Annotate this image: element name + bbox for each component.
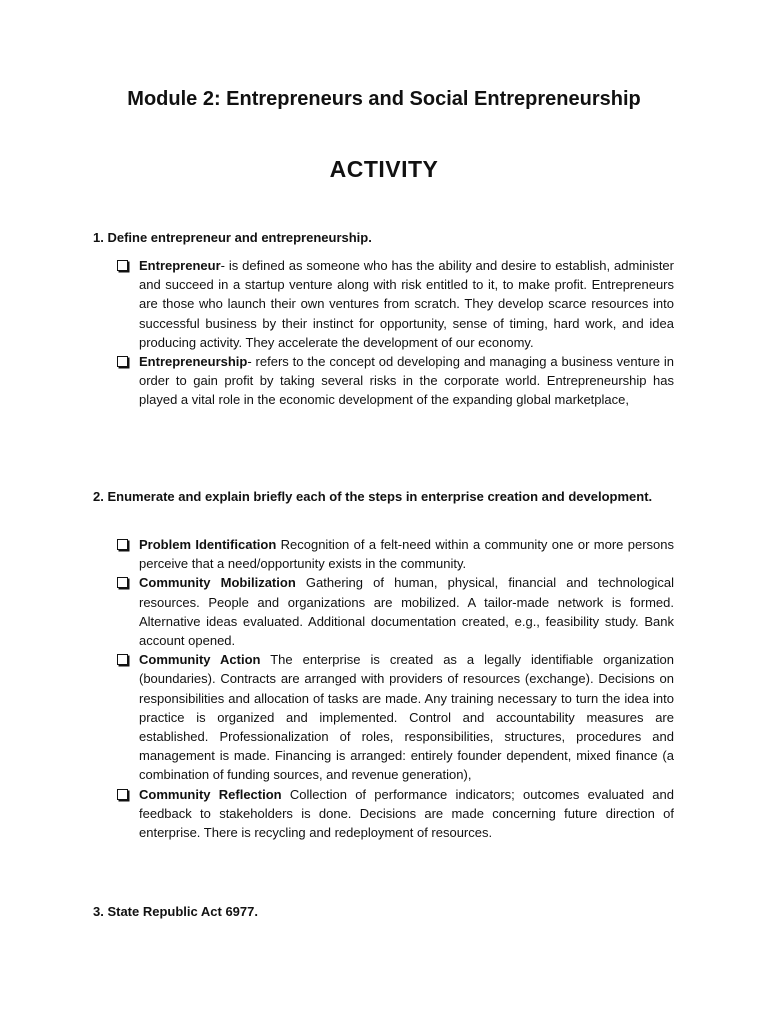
question-2-answer-list — [139, 535, 674, 842]
activity-title: ACTIVITY — [329, 156, 439, 182]
list-item — [139, 650, 674, 784]
item-term: Problem Identification — [139, 537, 277, 552]
checkbox-bullet-icon — [117, 539, 128, 550]
item-text: Collection of performance indicators; outcomes evaluated and feedback to stakeholders is done. Decisions are made concerning future direction of enterprise. There is recycling and redeployment of resources. — [139, 786, 674, 841]
list-item — [139, 535, 674, 573]
item-term: Community Action — [139, 652, 261, 668]
checkbox-bullet-icon — [117, 577, 128, 588]
item-term: Entrepreneurship — [139, 354, 248, 370]
list-item — [139, 785, 674, 843]
question-1-answer-list — [139, 256, 674, 410]
list-item — [139, 573, 674, 650]
checkbox-bullet-icon — [117, 356, 128, 367]
module-title: Module 2: Entrepreneurs and Social Entrepreneurship — [127, 88, 641, 110]
item-term: Community Mobilization — [139, 575, 296, 591]
checkbox-bullet-icon — [117, 789, 128, 800]
checkbox-bullet-icon — [117, 260, 128, 271]
checkbox-bullet-icon — [117, 654, 128, 665]
item-text: Recognition of a felt-need within a community one or more persons perceive that a need/opportunity exists in the community. — [139, 537, 674, 572]
question-3: 3. State Republic Act 6977. — [93, 904, 258, 919]
question-2: 2. Enumerate and explain briefly each of the steps in enterprise creation and development. — [93, 489, 653, 504]
item-term: Community Reflection — [139, 786, 282, 802]
item-text: Gathering of human, physical, financial and technological resources. People and organizations are mobilized. A tailor-made network is formed. Alternative ideas evaluated. Additional documentation created, e.g., feasibility study. Bank account opened. — [139, 575, 674, 649]
question-1: 1. Define entrepreneur and entrepreneurship. — [93, 230, 372, 245]
item-term: Entrepreneur — [139, 258, 221, 273]
list-item — [139, 256, 674, 352]
item-text: The enterprise is created as a legally identifiable organization (boundaries). Contracts are arranged with providers of resources (exchange). Decisions on responsibilities and allocation of tasks are made. Any training necessary to turn the idea into practice is organized and implemented. Control and accountability measures are established. Professionalization of roles, responsibilities, structures, procedures and management is made. Financing is arranged: entirely founder dependent, mixed finance (a combination of funding sources, and revenue generation), — [139, 652, 674, 783]
list-item — [139, 352, 674, 410]
item-text: - refers to the concept od developing and managing a business venture in order to gain profit by taking several risks in the corporate world. Entrepreneurship has played a vital role in the economic development of the expanding global marketplace, — [139, 354, 674, 408]
item-text: - is defined as someone who has the ability and desire to establish, administer and succeed in a startup venture along with risk entitled to it, to make profit. Entrepreneurs are those who launch their own ventures from scratch. They develop scarce resources into successful business by their instinct for opportunity, sense of timing, hard work, and idea producing activity. They accelerate the development of our economy. — [139, 258, 674, 350]
